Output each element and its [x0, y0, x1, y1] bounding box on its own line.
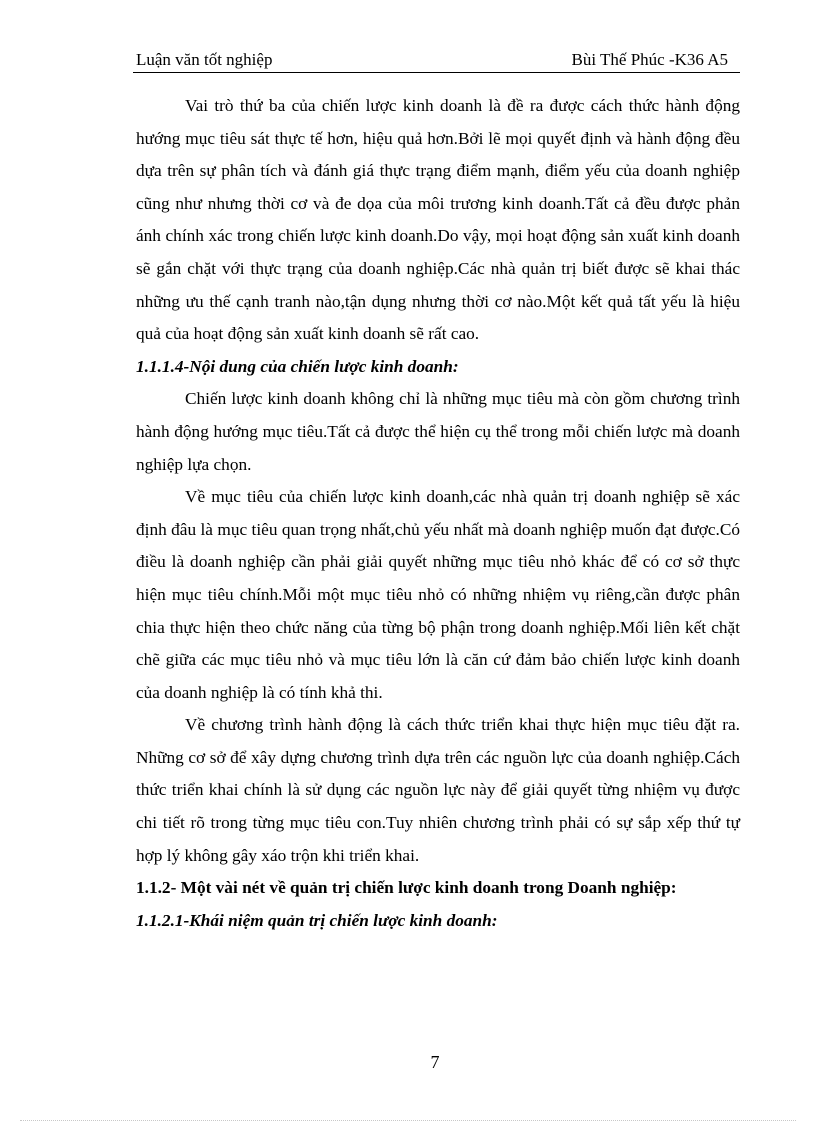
- page-header: [133, 50, 740, 73]
- section-heading-management-concept: 1.1.2.1-Khái niệm quản trị chiến lược kinh doanh:: [136, 910, 498, 930]
- paragraph-strategy-overview: Chiến lược kinh doanh không chỉ là những mục tiêu mà còn gồm chương trình hành động hướng mục tiêu.Tất cả được thể hiện cụ thể trong mỗi chiến lược mà doanh nghiệp lựa chọn.: [136, 389, 740, 474]
- page-bottom-divider: [20, 1120, 796, 1121]
- paragraph-objectives: Về mục tiêu của chiến lược kinh doanh,các nhà quản trị doanh nghiệp sẽ xác định đâu là mục tiêu quan trọng nhất,chủ yếu nhất mà doanh nghiệp muốn đạt được.Có điều là doanh nghiệp cần phải giải quyết những mục tiêu nhỏ khác để có cơ sở thực hiện mục tiêu chính.Mỗi một mục tiêu nhỏ có những nhiệm vụ riêng,cần được phân chia thực hiện theo chức năng của từng bộ phận trong doanh nghiệp.Mối liên kết chặt chẽ giữa các mục tiêu nhỏ và mục tiêu lớn là căn cứ đảm bảo chiến lược kinh doanh của doanh nghiệp là có tính khả thi.: [136, 487, 740, 702]
- page-number: 7: [430, 1052, 440, 1072]
- section-heading-strategic-management: 1.1.2- Một vài nét về quản trị chiến lược kinh doanh trong Doanh nghiệp:: [136, 878, 677, 898]
- document-body: [136, 90, 740, 937]
- paragraph-action-program: Về chương trình hành động là cách thức triển khai thực hiện mục tiêu đặt ra. Những cơ sở để xây dựng chương trình dựa trên các nguồn lực của doanh nghiệp.Cách thức triển khai chính là sử dụng các nguồn lực này để giải quyết từng nhiệm vụ được chi tiết rõ trong từng mục tiêu con.Tuy nhiên chương trình phải có sự sắp xếp thứ tự hợp lý không gây xáo trộn khi triển khai.: [136, 715, 740, 865]
- header-document-type: Luận văn tốt nghiệp: [136, 50, 273, 69]
- section-heading-strategy-content: 1.1.1.4-Nội dung của chiến lược kinh doanh:: [136, 356, 459, 376]
- paragraph-strategy-role: Vai trò thứ ba của chiến lược kinh doanh là đề ra được cách thức hành động hướng mục tiêu sát thực tế hơn, hiệu quả hơn.Bởi lẽ mọi quyết định và hành động đều dựa trên sự phân tích và đánh giá thực trạng điểm mạnh, điểm yếu của doanh nghiệp cũng như nhưng thời cơ và đe dọa của môi trương kinh doanh.Tất cả đều được phản ánh chính xác trong chiến lược kinh doanh.Do vậy, mọi hoạt động sản xuất kinh doanh sẽ gắn chặt với thực trạng của doanh nghiệp.Các nhà quản trị biết được sẽ khai thác những ưu thế cạnh tranh nào,tận dụng nhưng thời cơ nào.Một kết quả tất yếu là hiệu quả của hoạt động sản xuất kinh doanh sẽ rất cao.: [136, 96, 740, 344]
- header-author: Bùi Thế Phúc -K36 A5: [571, 50, 728, 69]
